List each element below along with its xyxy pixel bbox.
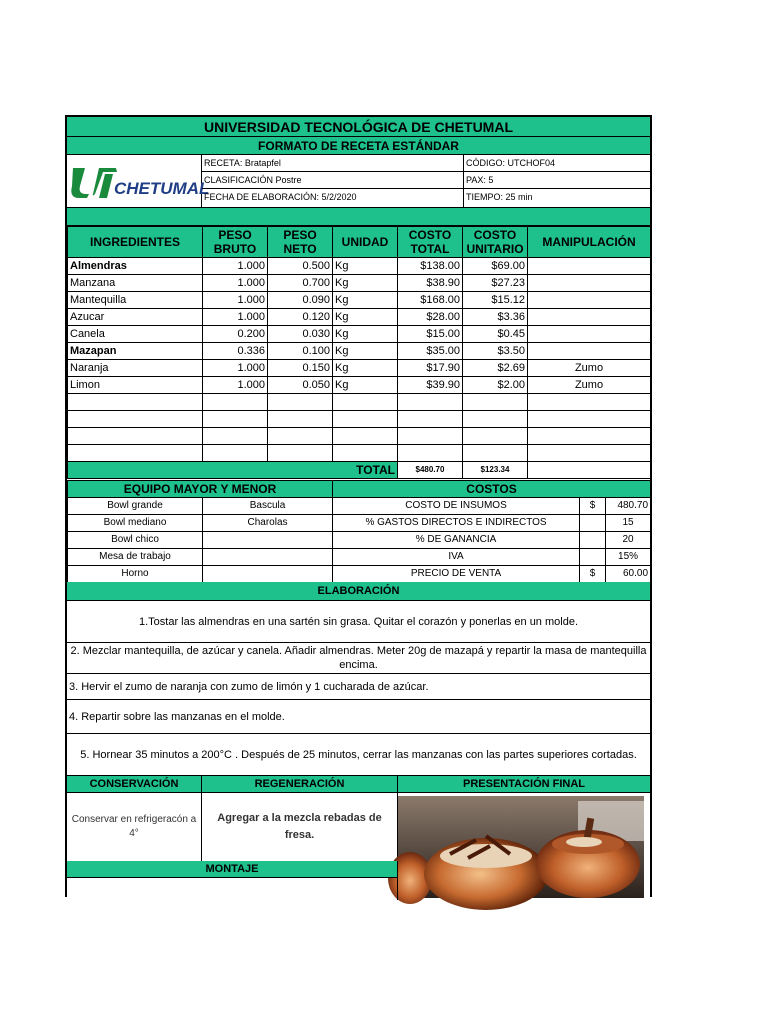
ingredient-bruto-cell: 0.200 [203, 326, 268, 343]
ingredient-neto-cell: 0.030 [268, 326, 333, 343]
col-peso-neto-header: PESO NETO [268, 227, 333, 258]
equipo-mayor-cell: Mesa de trabajo [68, 549, 203, 566]
ingredient-unidad-cell: Kg [333, 343, 398, 360]
col-peso-bruto-header: PESO BRUTO [203, 227, 268, 258]
ingredient-unitario-cell: $3.50 [463, 343, 528, 360]
ingredient-unidad-cell: Kg [333, 326, 398, 343]
empty-row [68, 411, 651, 428]
empty-cell [268, 428, 333, 445]
regeneracion-header: REGENERACIÓN [202, 776, 398, 793]
ingredient-unitario-cell: $2.00 [463, 377, 528, 394]
format-title: FORMATO DE RECETA ESTÁNDAR [67, 137, 650, 155]
fecha-field: FECHA DE ELABORACIÓN: 5/2/2020 [202, 189, 464, 208]
elaboracion-section [67, 582, 650, 776]
costo-value-cell: 15% [606, 549, 651, 566]
empty-cell [528, 394, 651, 411]
ingredient-row [68, 275, 651, 292]
empty-cell [528, 428, 651, 445]
ingredient-bruto-cell: 1.000 [203, 360, 268, 377]
ingredient-row [68, 292, 651, 309]
equipo-mayor-cell: Horno [68, 566, 203, 583]
ingredient-unidad-cell: Kg [333, 377, 398, 394]
costo-value-cell: 15 [606, 515, 651, 532]
step-2: 2. Mezclar mantequilla, de azúcar y canela. Añadir almendras. Meter 20g de mazapá y repartir la masa de mantequilla encima. [67, 643, 650, 674]
step-5: 5. Hornear 35 minutos a 200°C . Después de 25 minutos, cerrar las manzanas con las partes superiores cortadas. [67, 734, 650, 776]
empty-cell [463, 411, 528, 428]
ingredient-total-cell: $35.00 [398, 343, 463, 360]
total-empty [528, 462, 651, 479]
ingredient-unitario-cell: $3.36 [463, 309, 528, 326]
empty-cell [398, 411, 463, 428]
costo-label-cell: PRECIO DE VENTA [333, 566, 580, 583]
costo-label-cell: COSTO DE INSUMOS [333, 498, 580, 515]
costo-value-cell: 60.00 [606, 566, 651, 583]
ingredient-total-cell: $15.00 [398, 326, 463, 343]
step-4: 4. Repartir sobre las manzanas en el molde. [67, 700, 650, 734]
montaje-area [67, 878, 398, 900]
total-unitario: $123.34 [463, 462, 528, 479]
ingredient-unitario-cell: $69.00 [463, 258, 528, 275]
equipo-mayor-cell: Bowl grande [68, 498, 203, 515]
empty-cell [463, 394, 528, 411]
elaboracion-header: ELABORACIÓN [67, 582, 650, 601]
ingredient-name-cell: Canela [68, 326, 203, 343]
ingredient-manip-cell [528, 275, 651, 292]
equipo-costos-row [68, 549, 651, 566]
empty-cell [68, 445, 203, 462]
empty-cell [68, 411, 203, 428]
ingredient-total-cell: $138.00 [398, 258, 463, 275]
costo-value-cell: 480.70 [606, 498, 651, 515]
equipment-costs-table [67, 480, 651, 583]
tiempo-field: TIEMPO: 25 min [464, 189, 650, 208]
ingredient-neto-cell: 0.100 [268, 343, 333, 360]
empty-cell [268, 394, 333, 411]
empty-cell [398, 428, 463, 445]
ingredient-row [68, 343, 651, 360]
ingredient-name-cell: Azucar [68, 309, 203, 326]
regeneracion-text: Agregar a la mezcla rebadas de fresa. [202, 793, 398, 861]
ingredient-name-cell: Mantequilla [68, 292, 203, 309]
ingredient-total-cell: $38.90 [398, 275, 463, 292]
equipo-menor-cell [203, 566, 333, 583]
col-costo-total-header: COSTO TOTAL [398, 227, 463, 258]
equipo-menor-cell: Charolas [203, 515, 333, 532]
costo-label-cell: % DE GANANCIA [333, 532, 580, 549]
empty-cell [203, 428, 268, 445]
equipo-costos-row [68, 515, 651, 532]
ingredient-name-cell: Almendras [68, 258, 203, 275]
col-costo-unitario-header: COSTO UNITARIO [463, 227, 528, 258]
university-title: UNIVERSIDAD TECNOLÓGICA DE CHETUMAL [67, 117, 650, 137]
costo-value-cell: 20 [606, 532, 651, 549]
empty-cell [333, 411, 398, 428]
empty-cell [68, 428, 203, 445]
final-presentation-photo [398, 796, 644, 898]
ingredient-manip-cell [528, 343, 651, 360]
empty-row [68, 394, 651, 411]
ingredient-neto-cell: 0.700 [268, 275, 333, 292]
ingredient-neto-cell: 0.120 [268, 309, 333, 326]
total-row [68, 462, 651, 479]
empty-row [68, 445, 651, 462]
ingredient-bruto-cell: 1.000 [203, 309, 268, 326]
ut-chetumal-logo [67, 155, 210, 208]
empty-cell [203, 394, 268, 411]
ingredient-unitario-cell: $15.12 [463, 292, 528, 309]
ingredient-bruto-cell: 0.336 [203, 343, 268, 360]
col-ingredientes-header: INGREDIENTES [68, 227, 203, 258]
ingredient-manip-cell [528, 326, 651, 343]
clasificacion-field: CLASIFICACIÓN Postre [202, 172, 464, 189]
col-unidad-header: UNIDAD [333, 227, 398, 258]
empty-cell [333, 445, 398, 462]
ingredient-neto-cell: 0.500 [268, 258, 333, 275]
conservacion-text: Conservar en refrigeracón a 4° [67, 793, 202, 861]
empty-cell [268, 445, 333, 462]
ingredient-name-cell: Manzana [68, 275, 203, 292]
ingredient-name-cell: Mazapan [68, 343, 203, 360]
ingredient-bruto-cell: 1.000 [203, 275, 268, 292]
ingredient-name-cell: Naranja [68, 360, 203, 377]
ingredient-row [68, 377, 651, 394]
ingredient-bruto-cell: 1.000 [203, 377, 268, 394]
costo-symbol-cell: $ [580, 498, 606, 515]
codigo-field: CÓDIGO: UTCHOF04 [464, 155, 650, 172]
conservacion-header: CONSERVACIÓN [67, 776, 202, 793]
ingredient-manip-cell [528, 309, 651, 326]
empty-row [68, 428, 651, 445]
ingredient-total-cell: $39.90 [398, 377, 463, 394]
ingredient-unidad-cell: Kg [333, 258, 398, 275]
equipo-costos-row [68, 498, 651, 515]
ingredient-unidad-cell: Kg [333, 275, 398, 292]
empty-cell [333, 428, 398, 445]
ingredient-unitario-cell: $0.45 [463, 326, 528, 343]
ingredient-unidad-cell: Kg [333, 292, 398, 309]
empty-cell [203, 411, 268, 428]
costos-header: COSTOS [333, 481, 651, 498]
total-label: TOTAL [68, 462, 398, 479]
ingredients-table [67, 226, 651, 479]
costo-symbol-cell [580, 532, 606, 549]
equipo-costos-row [68, 566, 651, 583]
ingredient-manip-cell [528, 292, 651, 309]
ingredient-total-cell: $28.00 [398, 309, 463, 326]
equipo-menor-cell [203, 532, 333, 549]
empty-cell [333, 394, 398, 411]
empty-cell [528, 411, 651, 428]
total-costo: $480.70 [398, 462, 463, 479]
empty-cell [68, 394, 203, 411]
ingredient-row [68, 326, 651, 343]
costo-label-cell: IVA [333, 549, 580, 566]
col-manipulacion-header: MANIPULACIÓN [528, 227, 651, 258]
equipo-mayor-cell: Bowl chico [68, 532, 203, 549]
equipo-costos-row [68, 532, 651, 549]
spacer-band [67, 208, 650, 226]
ingredient-bruto-cell: 1.000 [203, 292, 268, 309]
montaje-header: MONTAJE [67, 861, 398, 878]
ingredient-neto-cell: 0.150 [268, 360, 333, 377]
equipo-mayor-cell: Bowl mediano [68, 515, 203, 532]
ingredient-row [68, 309, 651, 326]
ingredient-unidad-cell: Kg [333, 309, 398, 326]
ingredient-total-cell: $17.90 [398, 360, 463, 377]
empty-cell [398, 394, 463, 411]
ingredient-row [68, 258, 651, 275]
costo-symbol-cell [580, 515, 606, 532]
empty-cell [463, 428, 528, 445]
ingredient-bruto-cell: 1.000 [203, 258, 268, 275]
ingredient-unitario-cell: $2.69 [463, 360, 528, 377]
receta-field: RECETA: Bratapfel [202, 155, 464, 172]
step-1: 1.Tostar las almendras en una sartén sin grasa. Quitar el corazón y ponerlas en un molde. [67, 601, 650, 643]
logo-text: CHETUMAL [114, 179, 210, 198]
equipo-header: EQUIPO MAYOR Y MENOR [68, 481, 333, 498]
empty-cell [398, 445, 463, 462]
baked-apples-image [398, 796, 644, 898]
ingredient-name-cell: Limon [68, 377, 203, 394]
ingredient-manip-cell [528, 258, 651, 275]
equipo-menor-cell [203, 549, 333, 566]
empty-cell [463, 445, 528, 462]
ingredient-row [68, 360, 651, 377]
presentacion-header: PRESENTACIÓN FINAL [398, 776, 650, 793]
step-3: 3. Hervir el zumo de naranja con zumo de limón y 1 cucharada de azúcar. [67, 674, 650, 700]
empty-cell [528, 445, 651, 462]
pax-field: PAX: 5 [464, 172, 650, 189]
costo-symbol-cell: $ [580, 566, 606, 583]
recipe-sheet [65, 115, 652, 897]
ingredient-neto-cell: 0.050 [268, 377, 333, 394]
equipo-menor-cell: Bascula [203, 498, 333, 515]
ut-logo-icon [69, 164, 210, 200]
empty-cell [268, 411, 333, 428]
ingredient-manip-cell: Zumo [528, 360, 651, 377]
ingredient-total-cell: $168.00 [398, 292, 463, 309]
ingredient-neto-cell: 0.090 [268, 292, 333, 309]
empty-cell [203, 445, 268, 462]
ingredient-unitario-cell: $27.23 [463, 275, 528, 292]
ingredient-unidad-cell: Kg [333, 360, 398, 377]
ingredient-manip-cell: Zumo [528, 377, 651, 394]
costo-symbol-cell [580, 549, 606, 566]
costo-label-cell: % GASTOS DIRECTOS E INDIRECTOS [333, 515, 580, 532]
